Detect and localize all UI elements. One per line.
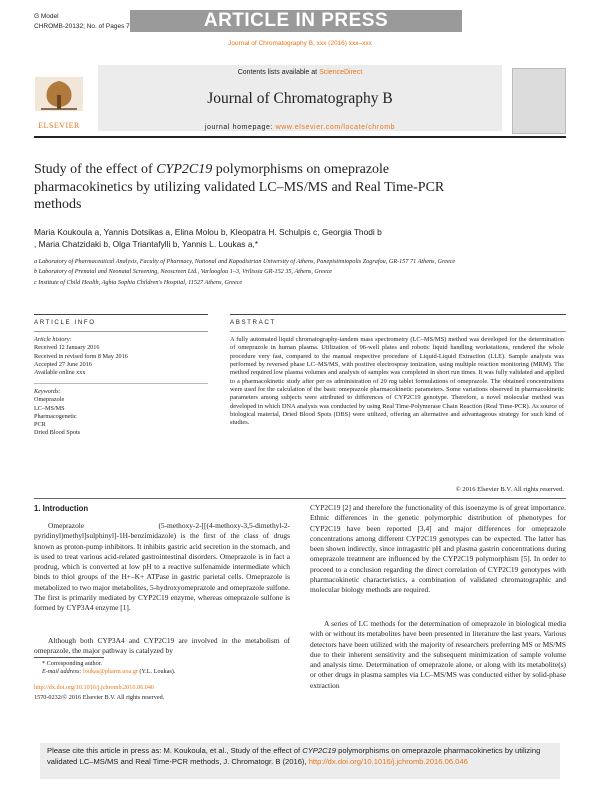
authors-line1: Maria Koukoula a, Yannis Dotsikas a, Elina Molou b, Kleopatra H. Schulpis c, Georgia Thodi b — [34, 227, 382, 237]
authors — [34, 227, 574, 250]
keyword-item: Dried Blood Spots — [34, 429, 81, 437]
corresponding-author: * Corresponding author. — [42, 660, 102, 667]
header-gmodel: G Model — [34, 13, 59, 20]
issn-line: 1570-0232/© 2016 Elsevier B.V. All rights reserved. — [34, 694, 165, 702]
history-label: Article history: — [34, 336, 72, 343]
abstract-heading: ABSTRACT — [230, 319, 276, 326]
article-title — [34, 161, 454, 214]
citation-gene: CYP2C19 — [302, 746, 337, 755]
header-rule — [34, 136, 566, 138]
citation-mid: polymorphisms on omeprazole pharmacokinetics by utilizing validated LC–MS/MS and Real Time-PCR methods, J. Chromatogr. B (2016), — [47, 746, 541, 766]
homepage-prefix: journal homepage: — [204, 124, 274, 131]
abstract-subrule — [230, 331, 566, 332]
intro-left-paragraph-2: Although both CYP3A4 and CYP2C19 are involved in the metabolism of omeprazole, the major pathway is catalyzed by — [34, 636, 290, 656]
contents-line — [0, 69, 600, 76]
keyword-item: Omeprazole — [34, 396, 65, 404]
elsevier-wordmark: ELSEVIER — [38, 121, 80, 130]
footnotes — [34, 660, 290, 677]
journal-reference[interactable]: Journal of Chromatography B, xxx (2016) xxx–xxx — [228, 40, 372, 47]
intro-left-paragraph-1: Omeprazole (5-methoxy-2-[[(4-methoxy-3,5-dimethyl-2-pyridinyl)methyl]sulphinyl]-1H-benzimidazole) is the first of the class of drugs known as proton-pump inhibitors. It inhibits gastric acid secretion in the stomach, and is used to treat various acid-related gastrointestinal disorders. Omeprazole is in fact a prodrug, which is converted at low pH to a reactive sulfenamide intermediate which binds to thiol groups of the H+–K+ ATPase in gastric parietal cells. Omeprazole is metabolized to two major metabolites, 5-hydroxyomeprazole and omeprazole sulfone. The first is primarily mediated by CYP2C19 enzyme, whereas omeprazole sulfone is formed by CYP3A4 enzyme [1]. — [34, 521, 290, 613]
email-line — [34, 668, 290, 676]
intro-right-paragraph-2: A series of LC methods for the determination of omeprazole in biological media with or without its metabolites have been presented in literature the last years. Various detectors have been utilized with the majority of researchers preferring MS or MS/MS due to their inherent sensitivity and the subsequent minimization of sample volume and analysis time. Determination of omeprazole alone, or along with its metabolite(s) or other drugs in plasma samples via LC–MS/MS was conducted either by solid-phase extraction — [310, 619, 566, 690]
abstract-bottom-rule — [34, 498, 566, 499]
title-part2: polymorphisms on omeprazole pharmacokinetics by utilizing validated LC–MS/MS and Real Time-PCR methods — [34, 162, 445, 212]
footnote-rule — [34, 657, 104, 658]
citation-box — [40, 743, 560, 779]
article-info-rule — [34, 314, 208, 315]
doi-link[interactable]: http://dx.doi.org/10.1016/j.jchromb.2016.06.046 — [34, 684, 155, 691]
elsevier-logo — [35, 77, 83, 121]
keywords-label: Keywords: — [34, 388, 61, 395]
title-part1: Study of the effect of — [34, 162, 157, 177]
homepage-link[interactable]: www.elsevier.com/locate/chromb — [275, 124, 396, 131]
contents-prefix: Contents lists available at — [237, 69, 318, 76]
authors-line2: , Maria Chatzidaki b, Olga Triantafylli b, Yannis L. Loukas a,* — [34, 238, 259, 249]
journal-cover-thumbnail — [512, 68, 566, 134]
header-manuscript-id: CHROMB-20132; No. of Pages 7 — [34, 23, 130, 30]
citation-doi-link[interactable]: http://dx.doi.org/10.1016/j.jchromb.2016.06.046 — [308, 756, 468, 766]
keyword-item: PCR — [34, 421, 46, 429]
doi-block — [34, 684, 290, 703]
citation-prefix: Please cite this article in press as: M. Koukoula, et al., Study of the effect of — [47, 746, 303, 755]
keywords-rule — [34, 383, 208, 384]
intro-right-paragraph-1: CYP2C19 [2] and therefore the functionality of this isoenzyme is of great importance. Ethnic differences in the genetic polymorphic distribution of phenotypes for CYP2C19 have been reported [3,4] and major differences for omeprazole concentrations among different CYP2C19 genotypes can be expected. The latter has been shown indirectly, since intragastric pH and plasma gastrin concentrations during omeprazole treatment are influenced by the CYP2C19 polymorphism [5]. In order to proceed to a conclusion regarding the direct correlation of CYP2C19 genotypes with pharmacokinetic characteristics, a combination of validated chromatographic and molecular biology methods are required. — [310, 503, 566, 595]
affiliations — [34, 258, 554, 287]
history-item: Received in revised form 8 May 2016 — [34, 352, 128, 360]
keywords — [34, 388, 206, 438]
abstract-rule — [230, 314, 566, 315]
article-history — [34, 336, 206, 377]
affiliation-c: c Institute of Child Health, Aghia Sophia Children's Hospital, 11527 Athens, Greece — [34, 278, 243, 286]
abstract-text: A fully automated liquid chromatography-tandem mass spectrometry (LC–MS/MS) method was developed for the determination of omeprazole in human plasma. Utilization of 96-well plates and robotic liquid handling workstations, rendered the whole procedure very fast, compared to the manual respective procedure of Liquid-Liquid Extraction (LLE). Sample analysis was performed by reversed phase LC–MS/MS, with positive electrospray ionization, using multiple reaction monitoring (MRM). The method required low plasma volumes and analysis of samples was completed in short run times. It was fully validated and applied to a pharmacokinetic study after per os administration of 20 mg tablet formulations of omeprazole. The obtained concentrations were used for the calculation of the basic omeprazole pharmacokinetic parameters. Some variations observed in pharmacokinetic parameters among subjects were attributed to differences of CYP2C19 genotype. Therefore, a novel molecular method was developed in which DNA analysis was conducted by using Real Time-Polymerase Chain Reaction (Real Time-PCR). As source of biological material, Dried Blood Spots (DBS) were utilized, offering an alternative and advantageous strategy for such kind of studies. — [230, 336, 564, 427]
title-gene: CYP2C19 — [156, 162, 213, 177]
history-item: Received 12 January 2016 — [34, 344, 100, 352]
affiliation-b: b Laboratory of Prenatal and Neonatal Screening, Neoscreen Ltd., Varlaoglou 1–3, Vrilissia GR-152 35, Athens, Greece — [34, 268, 333, 276]
article-in-press-banner: ARTICLE IN PRESS — [130, 10, 462, 32]
abstract-copyright: © 2016 Elsevier B.V. All rights reserved. — [455, 486, 564, 493]
email-label: E-mail address: — [42, 668, 82, 676]
keyword-item: Pharmacogenetic — [34, 412, 77, 420]
email-link[interactable]: loukas@pharm.uoa.gr — [83, 668, 138, 676]
history-item: Accepted 27 June 2016 — [34, 360, 92, 368]
article-info-subrule — [34, 331, 208, 332]
history-item: Available online xxx — [34, 369, 86, 377]
journal-title: Journal of Chromatography B — [207, 90, 393, 107]
keyword-item: LC–MS/MS — [34, 404, 65, 412]
article-info-heading: ARTICLE INFO — [34, 319, 96, 326]
homepage-line — [0, 124, 600, 131]
intro-heading: 1. Introduction — [34, 504, 89, 513]
sciencedirect-link[interactable]: ScienceDirect — [319, 69, 363, 76]
email-suffix: (Y.L. Loukas). — [139, 668, 176, 676]
affiliation-a: a Laboratory of Pharmaceutical Analysis, Faculty of Pharmacy, National and Kapodistrian University of Athens, Panepistimiopolis Zografou, GR-157 71 Athens, Greece — [34, 258, 456, 265]
